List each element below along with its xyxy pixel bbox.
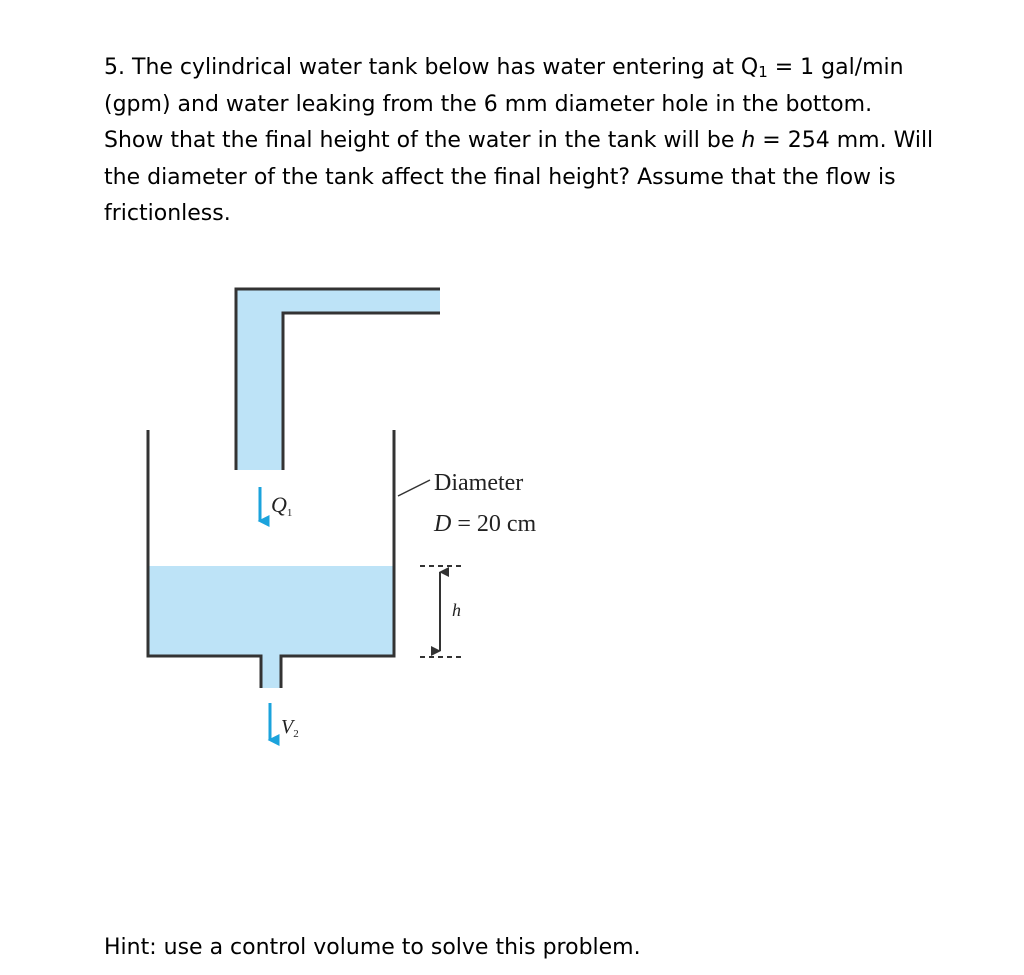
diameter-variable: D [434,511,452,537]
outflow-subscript: 2 [293,728,299,740]
problem-text-part-2: = 1 gal/min (gpm) and water leaking from the 6 mm diameter hole in the bottom. Show that the final height of the water in the tank will be [104,55,904,153]
problem-text-part-3: = 254 mm. Will the diameter of the tank affect the final height? Assume that the flow is frictionless. [104,128,934,226]
inlet-pipe-inner-outline [283,313,440,470]
diameter-label: Diameter [434,470,524,496]
diameter-leader-line [398,480,430,496]
height-label: h [452,600,461,620]
problem-number: 5. [104,55,125,80]
diameter-value: D = 20 cm [434,511,537,537]
q-subscript: 1 [758,63,768,81]
tank-water [148,566,394,656]
height-variable: h [741,128,756,153]
problem-text-part-1: The cylindrical water tank below has water entering at Q [132,55,759,80]
inlet-pipe [236,289,440,470]
hint-text: Hint: use a control volume to solve this problem. [104,935,641,960]
inflow-label: Q1 [271,492,293,519]
inflow-subscript: 1 [286,507,293,519]
outflow-label: $V_2$ [281,716,299,740]
drain-water [261,654,281,688]
